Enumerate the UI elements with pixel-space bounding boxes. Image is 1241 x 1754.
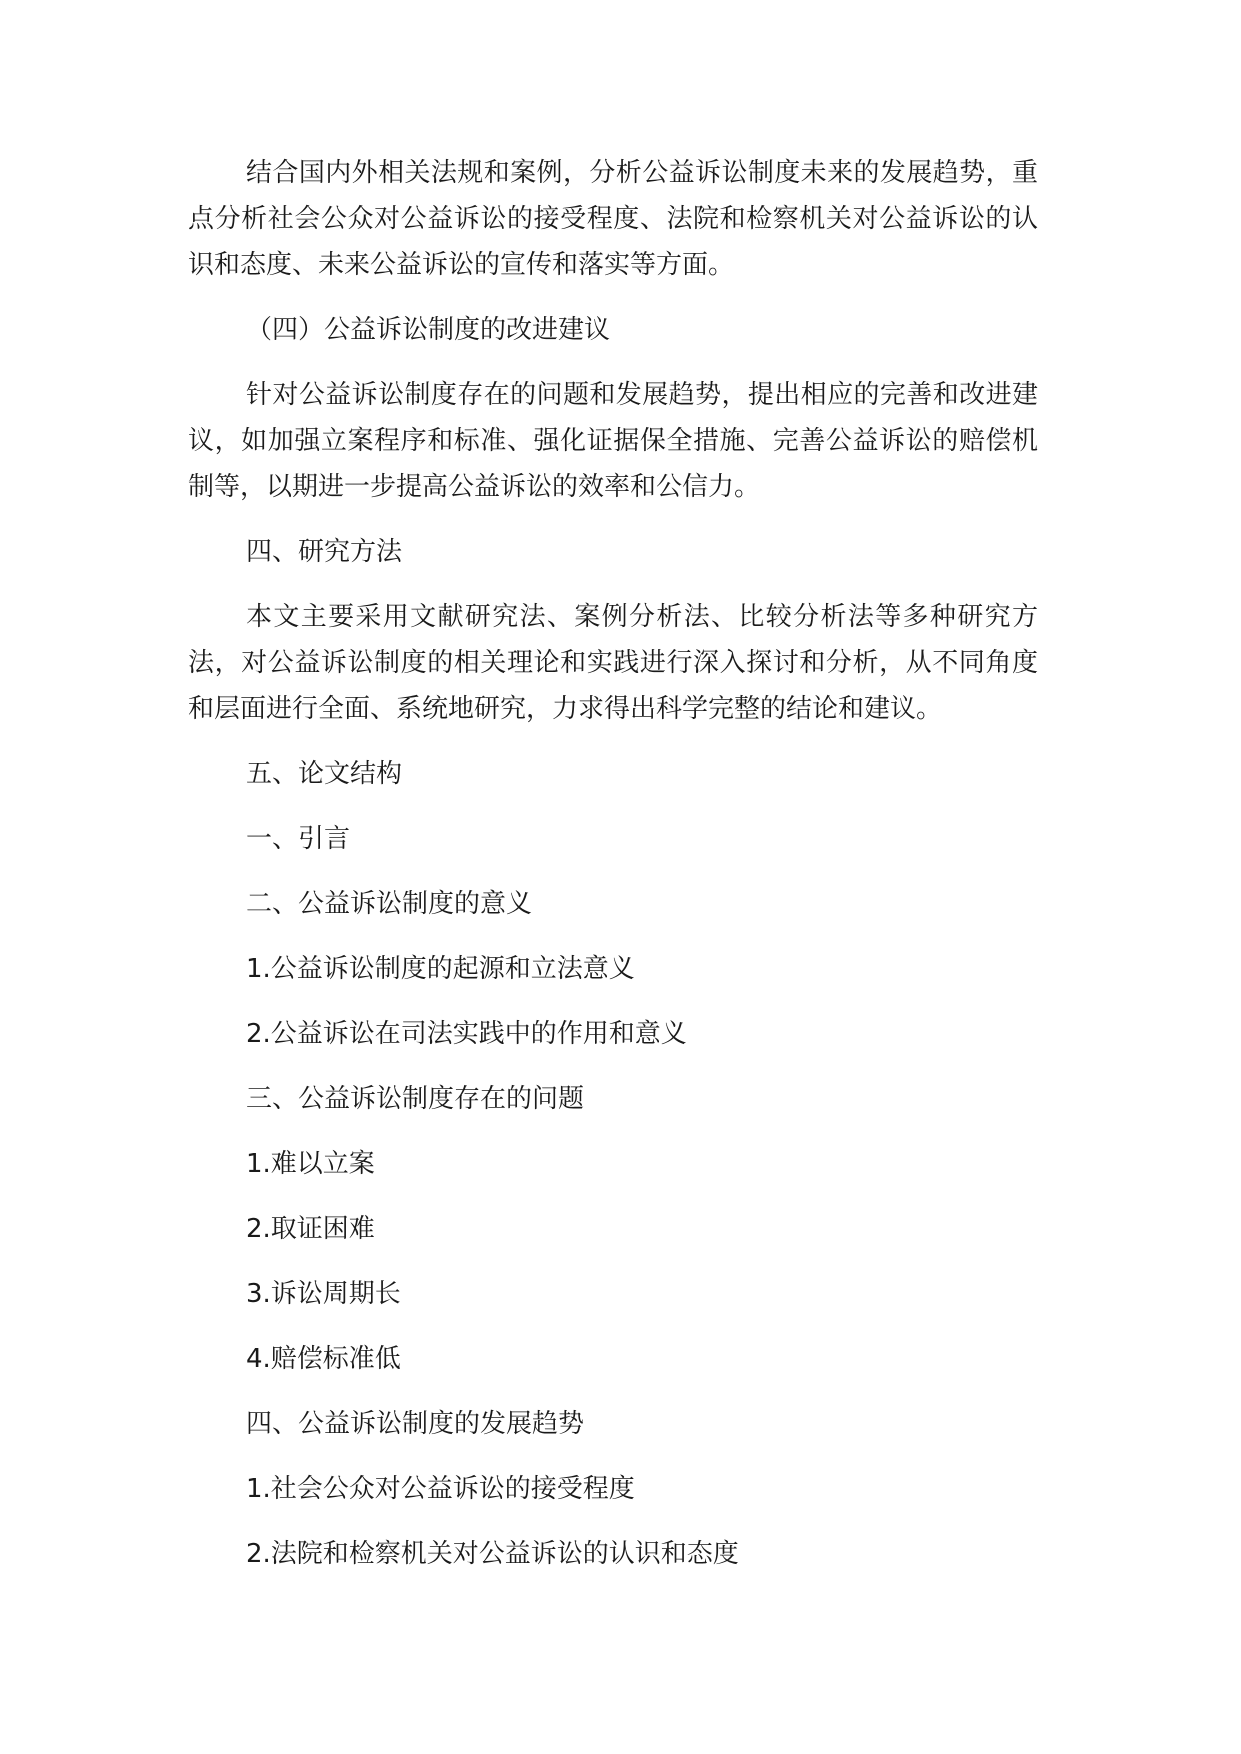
outline-item: 1.公益诉讼制度的起源和立法意义 (246, 954, 635, 984)
document-body (188, 150, 1038, 1596)
paragraph-improvement-suggestions: 针对公益诉讼制度存在的问题和发展趋势，提出相应的完善和改进建议，如加强立案程序和标准、强化证据保全措施、完善公益诉讼的赔偿机制等，以期进一步提高公益诉讼的效率和公信力。 (188, 380, 1038, 502)
outline-item: 1.社会公众对公益诉讼的接受程度 (246, 1474, 635, 1504)
paragraph-development-trend: 结合国内外相关法规和案例，分析公益诉讼制度未来的发展趋势，重点分析社会公众对公益诉讼的接受程度、法院和检察机关对公益诉讼的认识和态度、未来公益诉讼的宣传和落实等方面。 (188, 158, 1038, 280)
outline-item: 2.公益诉讼在司法实践中的作用和意义 (246, 1019, 687, 1049)
outline-item: 2.取证困难 (246, 1214, 375, 1244)
outline-item: 一、引言 (246, 824, 351, 854)
outline-item: 3.诉讼周期长 (246, 1279, 401, 1309)
outline-item: 三、公益诉讼制度存在的问题 (246, 1084, 585, 1114)
outline-item: 四、公益诉讼制度的发展趋势 (246, 1409, 585, 1439)
heading-research-methods: 四、研究方法 (246, 537, 403, 567)
heading-paper-structure: 五、论文结构 (246, 759, 403, 789)
outline-item: 1.难以立案 (246, 1149, 375, 1179)
outline-item: 4.赔偿标准低 (246, 1344, 401, 1374)
outline-item: 2.法院和检察机关对公益诉讼的认识和态度 (246, 1539, 739, 1569)
outline-item: 二、公益诉讼制度的意义 (246, 889, 533, 919)
heading-improvement-suggestions: （四）公益诉讼制度的改进建议 (246, 315, 611, 345)
paragraph-research-methods: 本文主要采用文献研究法、案例分析法、比较分析法等多种研究方法，对公益诉讼制度的相关理论和实践进行深入探讨和分析，从不同角度和层面进行全面、系统地研究，力求得出科学完整的结论和建议。 (188, 602, 1038, 724)
